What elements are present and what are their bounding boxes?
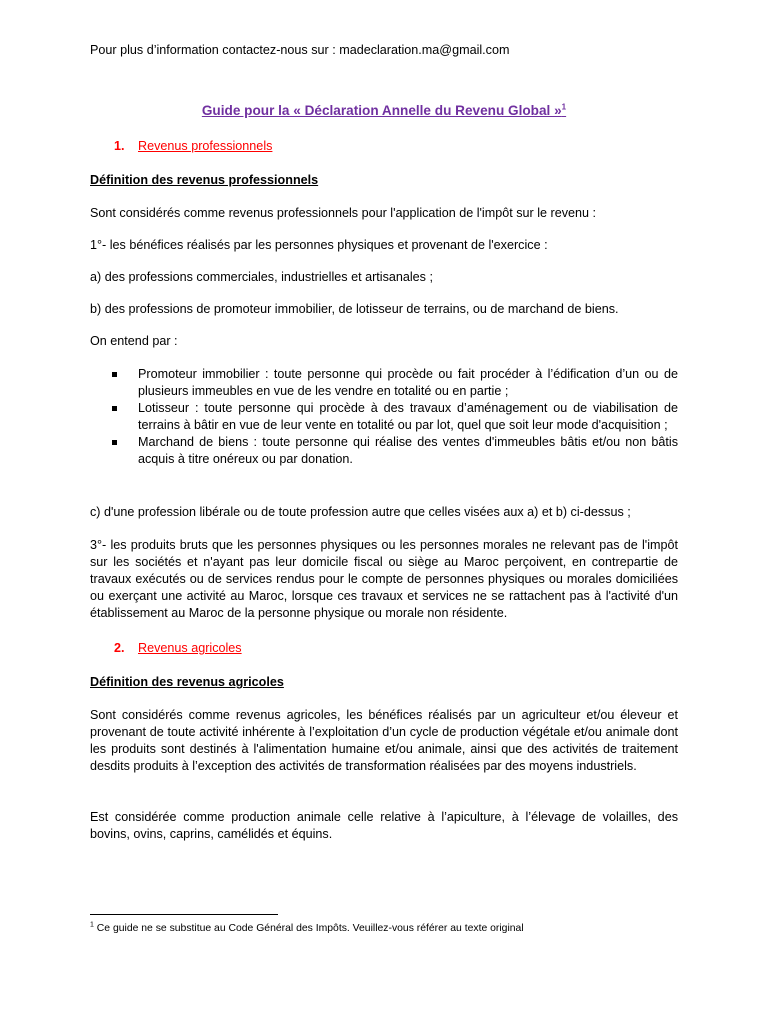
paragraph-c: c) d'une profession libérale ou de toute profession autre que celles visées aux a) et b) ci-dessus ; — [90, 505, 631, 519]
contact-line: Pour plus d’information contactez-nous sur : madeclaration.ma@gmail.com — [90, 43, 510, 57]
list-item — [112, 366, 678, 400]
paragraph-on-entend: On entend par : — [90, 334, 178, 348]
section-number: 2. — [114, 641, 125, 655]
section-label: Revenus agricoles — [138, 641, 242, 655]
footnote-divider — [90, 914, 278, 915]
paragraph-a: a) des professions commerciales, industrielles et artisanales ; — [90, 270, 433, 284]
title-footnote-ref: 1 — [561, 102, 567, 112]
list-item-text: Lotisseur : toute personne qui procède à des travaux d’aménagement ou de viabilisation de terrains à bâtir en vue de leur vente en totalité ou par lot, quel que soit leur mode d'acquisition ; — [138, 401, 678, 432]
paragraph-agri-1: Sont considérés comme revenus agricoles, les bénéfices réalisés par un agriculteur et/ou éleveur et provenant de toute activité inhérente à l’exploitation d’un cycle de production végétale et/ou animale dont les produits sont destinés à l'alimentation humaine et/ou animale, ainsi que des activités de traitement desdits produits à l’exception des activités de transformation réalisées par des moyens industriels. — [90, 708, 678, 773]
paragraph-agri-2: Est considérée comme production animale celle relative à l’apiculture, à l’élevage de volailles, des bovins, ovins, caprins, camélidés et équins. — [90, 810, 678, 841]
list-item-text: Promoteur immobilier : toute personne qui procède ou fait procéder à l’édification d’un ou de plusieurs immeubles en vue de les vendre en totalité ou en partie ; — [138, 367, 678, 398]
list-item-text: Marchand de biens : toute personne qui réalise des ventes d'immeubles bâtis et/ou non bâtis acquis à titre onéreux ou par donation. — [138, 435, 678, 466]
section-number: 1. — [114, 139, 125, 153]
section-label: Revenus professionnels — [138, 139, 273, 153]
square-bullet-icon — [112, 372, 117, 377]
footnote-text: Ce guide ne se substitue au Code Général des Impôts. Veuillez-vous référer au texte original — [93, 923, 524, 934]
title-text: Guide pour la « Déclaration Annelle du Revenu Global » — [201, 103, 562, 118]
paragraph-1: 1°- les bénéfices réalisés par les personnes physiques et provenant de l'exercice : — [90, 238, 548, 252]
section-heading-agricultural — [114, 640, 242, 657]
definition-list — [112, 366, 678, 468]
footnote-marker: 1 — [90, 921, 94, 929]
square-bullet-icon — [112, 406, 117, 411]
subheading-agricultural: Définition des revenus agricoles — [90, 675, 284, 689]
section-heading-professional — [114, 138, 272, 155]
page-title — [90, 102, 678, 119]
list-item — [112, 434, 678, 468]
footnote — [90, 922, 524, 936]
list-item — [112, 400, 678, 434]
paragraph-intro: Sont considérés comme revenus professionnels pour l'application de l'impôt sur le revenu : — [90, 206, 597, 220]
square-bullet-icon — [112, 440, 117, 445]
subheading-professional: Définition des revenus professionnels — [90, 173, 319, 187]
paragraph-3: 3°- les produits bruts que les personnes physiques ou les personnes morales ne relevant pas de l'impôt sur les sociétés et n'ayant pas leur domicile fiscal ou siège au Maroc perçoivent, en contrepartie de travaux exécutés ou de services rendus pour le compte de personnes physiques ou morales domiciliées ou exerçant une activité au Maroc, lorsque ces travaux et services ne se rattachent pas à l'activité d'un établissement au Maroc de la personne physique ou morale non résidente. — [90, 538, 678, 620]
paragraph-b: b) des professions de promoteur immobilier, de lotisseur de terrains, ou de marchand de biens. — [90, 302, 619, 316]
